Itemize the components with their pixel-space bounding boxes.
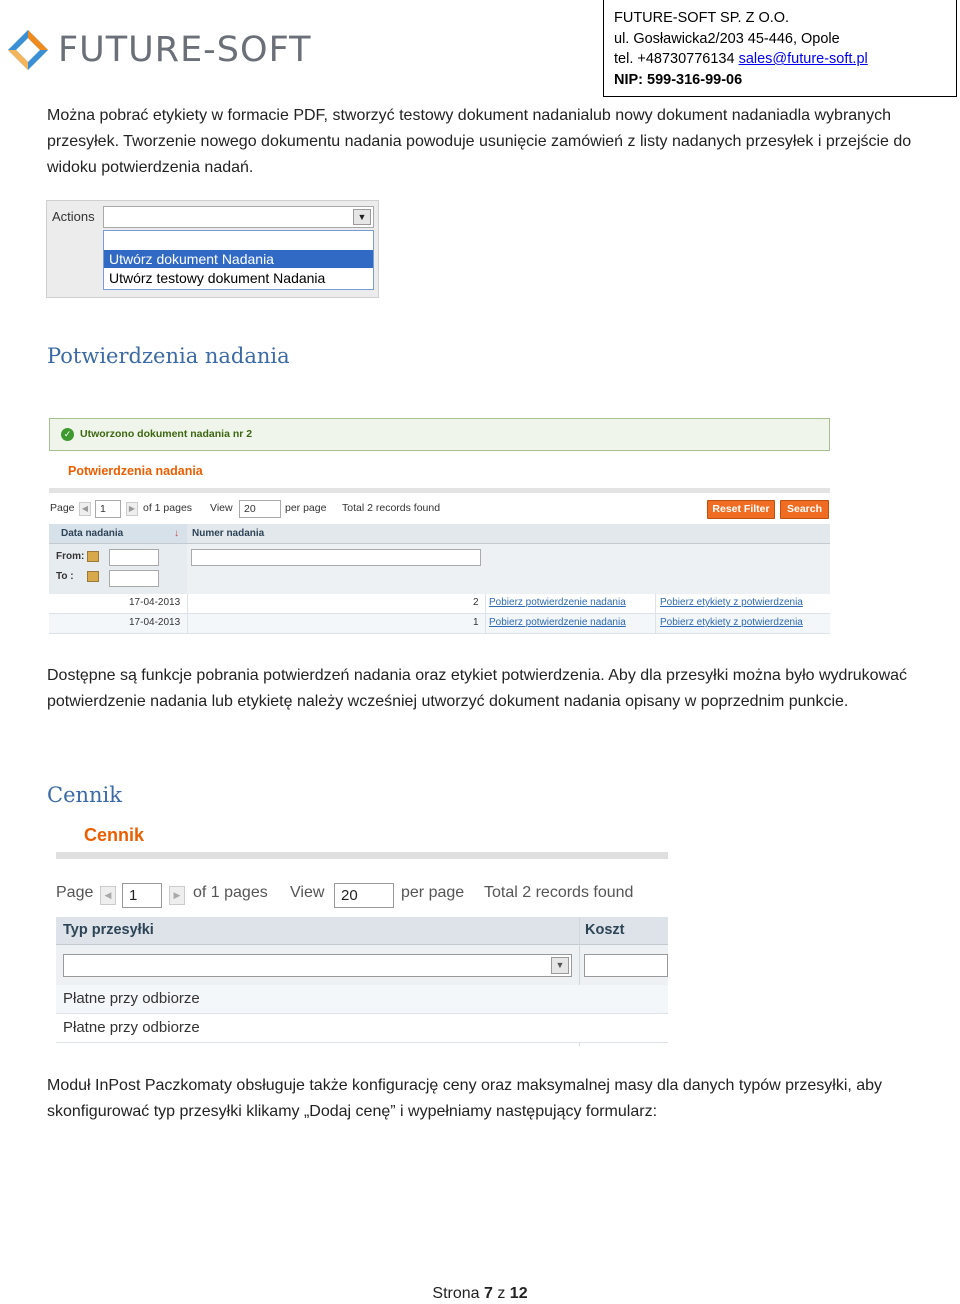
pricelist-screenshot — [56, 820, 668, 1046]
pager-of-pages: of 1 pages — [143, 502, 193, 514]
row-date: 17-04-2013 — [129, 597, 181, 608]
company-name: FUTURE-SOFT SP. Z O.O. — [614, 10, 790, 26]
company-nip: NIP: 599-316-99-06 — [614, 71, 743, 88]
per-page-select[interactable]: 20 — [334, 883, 394, 908]
actions-option-create-test-document[interactable]: Utwórz testowy dokument Nadania — [109, 270, 326, 286]
company-info-box — [603, 0, 957, 97]
column-separator — [485, 614, 486, 633]
pricelist-title: Cennik — [84, 825, 145, 845]
row-date: 17-04-2013 — [129, 617, 181, 628]
intro-paragraph: Można pobrać etykiety w formacie PDF, stworzyć testowy dokument nadanialub nowy dokument nadaniadla wybranych przesyłek. Tworzenie nowego dokumentu nadania powoduje usunięcie zamówień z listy nadanych przesyłek i przejście do widoku potwierdzenia nadań. — [47, 107, 912, 176]
grid-title: Potwierdzenia nadania — [68, 464, 203, 478]
pager-total: Total 2 records found — [484, 884, 634, 901]
prev-page-icon[interactable]: ◀ — [100, 886, 116, 905]
row-number: 1 — [473, 617, 479, 628]
pager-of-pages: of 1 pages — [193, 884, 268, 901]
pricelist-filter-row — [56, 945, 668, 985]
confirmations-screenshot — [49, 418, 830, 635]
actions-dropdown-menu — [103, 230, 374, 290]
footer-total-pages: 12 — [509, 1285, 528, 1302]
footer-middle: z — [492, 1285, 510, 1302]
row-shipping-type: Płatne przy odbiorze — [63, 990, 200, 1007]
success-check-icon: ✓ — [61, 428, 74, 441]
actions-screenshot — [46, 200, 379, 298]
table-row — [56, 985, 668, 1014]
confirmations-paragraph: Dostępne są funkcje pobrania potwierdzeń nadania oraz etykiet potwierdzenia. Aby dla przesyłki można było wydrukować potwierdzenie nadania lub etykietę należy wcześniej utworzyć dokument nadania opisany w poprzednim punkcie. — [47, 667, 908, 710]
title-divider — [49, 488, 830, 493]
pager-view-label: View — [290, 884, 325, 901]
grid-filter-row — [49, 544, 830, 594]
footer-prefix: Strona — [432, 1285, 484, 1302]
footer-page-number: 7 — [484, 1285, 493, 1302]
section-heading-pricelist: Cennik — [47, 783, 122, 807]
table-row — [49, 614, 830, 634]
column-separator — [485, 594, 486, 613]
next-page-icon[interactable]: ▶ — [126, 502, 138, 516]
company-contact — [614, 49, 946, 70]
pager-page-label: Page — [56, 884, 94, 901]
download-labels-link[interactable]: Pobierz etykiety z potwierdzenia — [660, 597, 803, 608]
page-input[interactable]: 1 — [95, 500, 121, 518]
pager-total: Total 2 records found — [342, 502, 441, 514]
prev-page-icon[interactable]: ◀ — [79, 502, 91, 516]
calendar-to-icon[interactable] — [87, 571, 99, 582]
column-separator — [655, 594, 656, 613]
grid-header — [49, 524, 830, 544]
next-page-icon[interactable]: ▶ — [169, 886, 185, 905]
company-email-link[interactable]: sales@future-soft.pl — [738, 51, 868, 67]
filter-from-label: From: — [56, 551, 85, 562]
column-header-date-label: Data nadania — [61, 528, 124, 539]
actions-label: Actions — [52, 209, 95, 224]
page-footer — [0, 1285, 960, 1303]
column-separator — [187, 614, 188, 633]
table-row — [49, 594, 830, 614]
download-confirmation-link[interactable]: Pobierz potwierdzenie nadania — [489, 597, 626, 608]
dropdown-arrow-icon[interactable]: ▼ — [551, 957, 569, 974]
pager-per-page: per page — [401, 884, 465, 901]
actions-select[interactable] — [103, 206, 374, 228]
title-divider — [56, 852, 668, 859]
row-number: 2 — [473, 597, 479, 608]
filter-to-input[interactable] — [109, 570, 159, 587]
future-soft-logo-icon — [6, 28, 50, 72]
search-button[interactable]: Search — [780, 500, 829, 519]
download-labels-link[interactable]: Pobierz etykiety z potwierdzenia — [660, 617, 803, 628]
pricelist-header — [56, 917, 668, 945]
success-message-text: Utworzono dokument nadania nr 2 — [80, 428, 253, 440]
column-header-cost[interactable]: Koszt — [585, 922, 625, 938]
pager-page-label: Page — [50, 502, 75, 514]
table-row — [56, 1014, 668, 1043]
sort-arrow-icon: ↓ — [174, 528, 179, 539]
actions-option-create-document[interactable]: Utwórz dokument Nadania — [104, 250, 373, 268]
dropdown-arrow-icon[interactable]: ▼ — [353, 209, 371, 225]
calendar-from-icon[interactable] — [87, 551, 99, 562]
company-address: ul. Gosławicka2/203 45-446, Opole — [614, 30, 840, 47]
download-confirmation-link[interactable]: Pobierz potwierdzenie nadania — [489, 617, 626, 628]
filter-number-input[interactable] — [191, 549, 481, 566]
per-page-select[interactable]: 20 — [239, 500, 281, 518]
logo-text: FUTURE-SOFT — [58, 30, 312, 70]
type-filter-select[interactable] — [63, 954, 572, 977]
company-phone: tel. +48730776134 — [614, 51, 739, 67]
pricelist-paragraph: Moduł InPost Paczkomaty obsługuje także konfigurację ceny oraz maksymalnej masy dla danych typów przesyłki, aby skonfigurować typ przesyłki klikamy „Dodaj cenę” i wypełniamy następujący formularz: — [47, 1077, 883, 1120]
column-separator — [655, 614, 656, 633]
success-message — [49, 418, 830, 451]
column-header-number[interactable]: Numer nadania — [192, 528, 265, 539]
column-header-type[interactable]: Typ przesyłki — [63, 922, 154, 938]
page-input[interactable]: 1 — [122, 883, 162, 908]
column-header-date[interactable] — [49, 524, 187, 543]
row-shipping-type: Płatne przy odbiorze — [63, 1019, 200, 1036]
filter-from-input[interactable] — [109, 549, 159, 566]
pager-per-page: per page — [285, 502, 327, 514]
company-logo — [6, 28, 311, 72]
filter-to-label: To : — [56, 571, 74, 582]
column-separator — [187, 594, 188, 613]
section-heading-confirmations: Potwierdzenia nadania — [47, 344, 290, 368]
cost-filter-input[interactable] — [584, 954, 668, 977]
pager-view-label: View — [210, 502, 233, 514]
reset-filter-button[interactable]: Reset Filter — [707, 500, 775, 519]
